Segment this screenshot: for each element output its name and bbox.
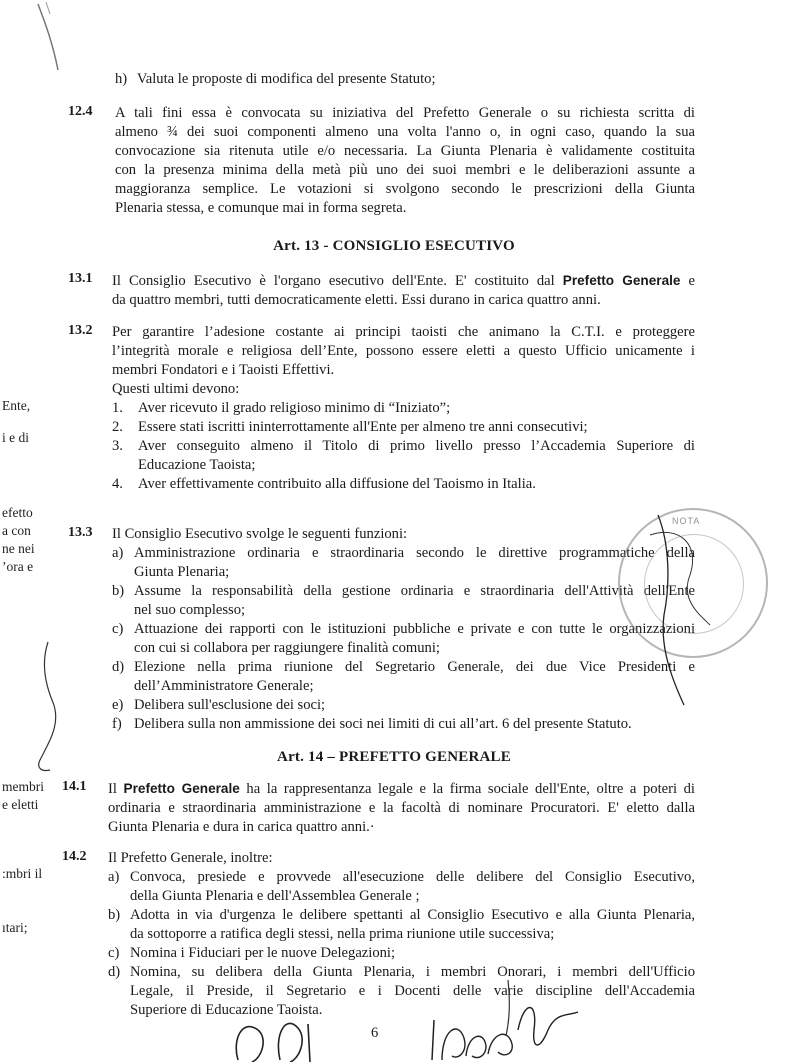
item-text: Giunta Plenaria;: [134, 564, 230, 580]
item-text: nel suo complesso;: [134, 602, 246, 618]
margin-fragment: ’ora e: [2, 559, 34, 574]
item-text: con cui si collabora per raggiungere finalità comuni;: [134, 640, 440, 656]
list-item: [108, 944, 695, 963]
item-text: Adotta in via d'urgenza le delibere spettanti al Consiglio Esecutivo e alla Giunta Plenaria,: [130, 907, 695, 923]
text-line: Giunta Plenaria e dura in carica quattro anni.·: [108, 819, 375, 835]
item-text: Delibera sull'esclusione dei soci;: [134, 697, 326, 713]
item-number: 4.: [112, 476, 123, 492]
item-text: Aver conseguito almeno il Titolo di primo livello presso l’Accademia Superiore di: [138, 438, 695, 454]
item-number: 3.: [112, 438, 123, 454]
margin-signature-stroke: [28, 640, 78, 780]
list-item: [115, 70, 436, 89]
item-text: della Giunta Plenaria e dell'Assemblea Generale ;: [130, 888, 420, 904]
item-text: Elezione nella prima riunione del Segretario Generale, dei due Vice Presidenti e: [134, 659, 695, 675]
margin-fragment: Ente,: [2, 398, 31, 413]
text-line: l’integrità morale e religiosa dell’Ente, possono essere eletti a questo Ufficio unicamente i: [112, 343, 695, 359]
item-letter: h): [115, 71, 128, 87]
text-line: almeno ¾ dei suoi componenti almeno una volta l'anno o, in ogni caso, quando la sua: [115, 124, 695, 140]
item-letter: d): [112, 659, 125, 675]
text-line: Il Consiglio Esecutivo svolge le seguenti funzioni:: [112, 526, 408, 542]
article-13-heading: Art. 13 - CONSIGLIO ESECUTIVO: [273, 238, 515, 254]
item-text: Valuta le proposte di modifica del presente Statuto;: [136, 71, 436, 87]
text-line: membri Fondatori e i Taoisti Effettivi.: [112, 362, 335, 378]
paragraph-14-1: [108, 779, 695, 837]
bold-term: Prefetto Generale: [123, 781, 240, 796]
list-item: [108, 868, 695, 906]
item-text: Aver ricevuto il grado religioso minimo di “Iniziato”;: [138, 400, 451, 416]
item-letter: e): [112, 697, 124, 713]
text-line: convocazione sia ritenuta utile e/o necessaria. La Giunta Plenaria è validamente costituita: [115, 143, 695, 159]
list-item: [112, 399, 695, 418]
text-run: ha la rappresentanza legale e la firma sociale dell'Ente, oltre a poteri di: [239, 781, 695, 797]
text-line: Per garantire l’adesione costante ai principi taoisti che animano la C.T.I. e proteggere: [112, 324, 695, 340]
text-run: Il: [108, 781, 124, 797]
item-number: 2.: [112, 419, 123, 435]
clause-number: 13.3: [68, 525, 93, 540]
item-text: dell’Amministratore Generale;: [134, 678, 314, 694]
requirements-list: [112, 399, 695, 494]
paragraph-13-1: [112, 271, 695, 310]
item-letter: b): [108, 907, 121, 923]
margin-fragment: i e di: [2, 430, 29, 445]
item-letter: f): [112, 716, 122, 732]
item-letter: a): [108, 869, 120, 885]
paragraph-14-2: [108, 849, 695, 1020]
text-line: Questi ultimi devono:: [112, 381, 240, 397]
list-item: [112, 620, 695, 658]
item-text: Aver effettivamente contribuito alla diffusione del Taoismo in Italia.: [138, 476, 536, 492]
list-item: [108, 963, 695, 1020]
paragraph-13-2: [112, 323, 695, 399]
item-text: Amministrazione ordinaria e straordinaria secondo le direttive programmatiche della: [134, 545, 695, 561]
signature-stroke: [640, 505, 720, 720]
clause-number: 12.4: [68, 104, 93, 119]
stamp-text: NOTA: [672, 516, 701, 526]
item-text: Legale, il Preside, il Segretario e i Docenti delle varie discipline dell'Accademia: [130, 983, 695, 999]
list-item: [112, 418, 695, 437]
list-item: [112, 544, 695, 582]
scan-artifact: [30, 0, 70, 80]
margin-fragment: membri: [2, 779, 44, 794]
clause-number: 14.1: [62, 779, 87, 794]
item-text: Superiore di Educazione Taoista.: [130, 1002, 323, 1018]
text-line: ordinaria e straordinaria amministrazione e la facoltà di nominare Procuratori. E' eletto dalla: [108, 800, 695, 816]
text-run: Il Consiglio Esecutivo è l'organo esecutivo dell'Ente. E' costituito dal: [112, 273, 563, 289]
item-text: Nomina i Fiduciari per le nuove Delegazioni;: [130, 945, 396, 961]
text-line: da quattro membri, tutti democraticamente eletti. Essi durano in carica quattro anni.: [112, 292, 601, 308]
item-letter: b): [112, 583, 125, 599]
margin-fragment: ıtari;: [2, 920, 28, 935]
article-14-heading: Art. 14 – PREFETTO GENERALE: [277, 749, 511, 765]
item-text: Essere stati iscritti ininterrottamente all'Ente per almeno tre anni consecutivi;: [138, 419, 588, 435]
signature-stroke: [500, 978, 520, 1038]
list-item: [112, 582, 695, 620]
clause-number: 13.1: [68, 271, 93, 286]
item-text: Delibera sulla non ammissione dei soci nei limiti di cui all’art. 6 del presente Statuto.: [134, 716, 632, 732]
item-text: Attuazione dei rapporti con le istituzioni pubbliche e private e con tutte le organizzazioni: [134, 621, 695, 637]
margin-fragment: efetto: [2, 505, 33, 520]
item-letter: c): [108, 945, 120, 961]
page-number: 6: [371, 1025, 379, 1041]
margin-fragment: a con: [2, 523, 31, 538]
list-item: [112, 696, 695, 715]
margin-fragment: ne nei: [2, 541, 35, 556]
item-text: Assume la responsabilità della gestione ordinaria e straordinaria dell'Attività dell'Ente: [134, 583, 695, 599]
text-line: A tali fini essa è convocata su iniziativa del Prefetto Generale o su richiesta scritta di: [115, 105, 695, 121]
list-item: [112, 658, 695, 696]
bold-term: Prefetto Generale: [562, 273, 681, 288]
paragraph-12-4: [115, 104, 695, 218]
list-item: [112, 437, 695, 475]
clause-number: 13.2: [68, 323, 93, 338]
list-item: [112, 475, 695, 494]
item-text: da sottoporre a ratifica degli stessi, nella prima riunione utile successiva;: [130, 926, 555, 942]
margin-fragment: :mbri il: [2, 866, 43, 881]
text-line: con la presenza minima della metà più uno dei suoi membri e le deliberazioni assunte a: [115, 162, 695, 178]
item-text: Convoca, presiede e provvede all'esecuzione delle delibere del Consiglio Esecutivo,: [130, 869, 695, 885]
item-letter: a): [112, 545, 124, 561]
text-line: maggioranza semplice. Le votazioni si svolgono secondo le prescrizioni della Giunta: [115, 181, 695, 197]
text-line: Il Prefetto Generale, inoltre:: [108, 850, 273, 866]
item-letter: d): [108, 964, 121, 980]
text-run: e: [680, 273, 695, 289]
item-number: 1.: [112, 400, 123, 416]
list-item: [108, 906, 695, 944]
text-line: Plenaria stessa, e comunque mai in forma segreta.: [115, 200, 407, 216]
item-letter: c): [112, 621, 124, 637]
item-text: Nomina, su delibera della Giunta Plenaria, i membri Onorari, i membri dell'Ufficio: [130, 964, 695, 980]
paragraph-13-3: [112, 525, 695, 734]
signature-stroke: [228, 1010, 348, 1062]
margin-fragment: e eletti: [2, 797, 39, 812]
clause-number: 14.2: [62, 849, 87, 864]
list-item: [112, 715, 695, 734]
item-text: Educazione Taoista;: [138, 457, 256, 473]
